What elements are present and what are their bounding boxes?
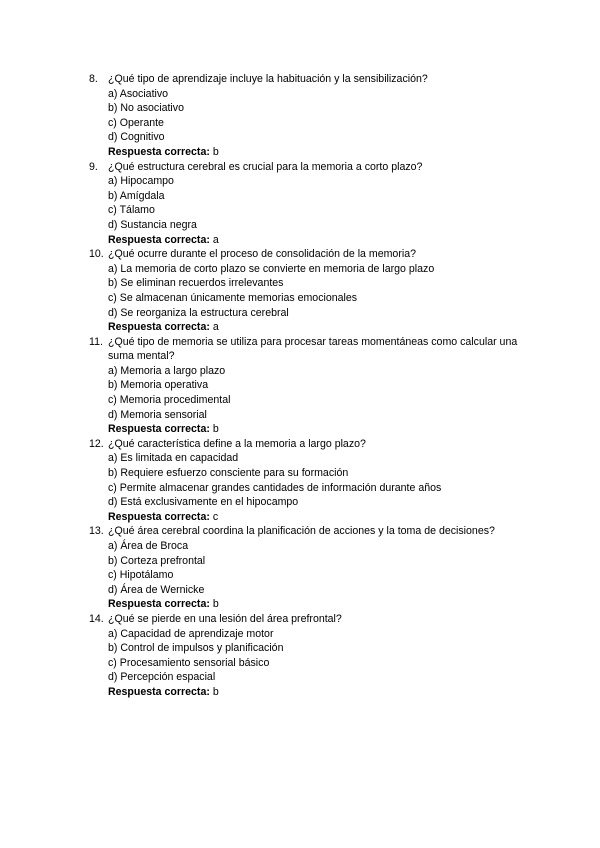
question-text: ¿Qué se pierde en una lesión del área prefrontal? [108, 612, 342, 625]
question-number: 11. [89, 335, 103, 348]
option-item: b) Amígdala [108, 189, 165, 202]
question-text: ¿Qué ocurre durante el proceso de consolidación de la memoria? [108, 248, 416, 261]
option-item: c) Se almacenan únicamente memorias emocionales [108, 291, 358, 304]
option-item: c) Permite almacenar grandes cantidades de información durante años [108, 481, 442, 494]
option-list [108, 539, 528, 597]
option-item: c) Procesamiento sensorial básico [108, 656, 270, 669]
option-item: d) Área de Wernicke [108, 583, 205, 596]
question-item [0, 72, 528, 160]
option-item: a) Hipocampo [108, 175, 174, 188]
document-page [0, 72, 600, 700]
answer-label: Respuesta correcta: [108, 233, 210, 246]
question-number: 9. [89, 160, 98, 173]
option-list [108, 364, 528, 422]
answer-line [108, 422, 528, 437]
option-list [108, 174, 528, 232]
answer-label: Respuesta correcta: [108, 145, 210, 158]
option-item: c) Operante [108, 116, 164, 129]
option-item: c) Tálamo [108, 204, 155, 217]
answer-label: Respuesta correcta: [108, 321, 210, 334]
option-list [108, 627, 528, 685]
option-list [108, 87, 528, 145]
option-item: b) Control de impulsos y planificación [108, 642, 284, 655]
option-item: a) Memoria a largo plazo [108, 364, 226, 377]
answer-value: b [212, 598, 219, 611]
question-number: 14. [89, 612, 104, 625]
option-item: b) No asociativo [108, 102, 184, 115]
option-item: a) Capacidad de aprendizaje motor [108, 627, 274, 640]
question-text: ¿Qué tipo de memoria se utiliza para procesar tareas momentáneas como calcular una suma mental? [108, 335, 518, 363]
question-number: 8. [89, 73, 98, 85]
answer-label: Respuesta correcta: [108, 685, 210, 698]
option-item: d) Está exclusivamente en el hipocampo [108, 496, 299, 509]
answer-value: b [212, 685, 219, 698]
answer-label: Respuesta correcta: [108, 423, 210, 436]
answer-value: b [212, 145, 219, 158]
option-item: d) Sustancia negra [108, 218, 197, 231]
option-item: c) Hipotálamo [108, 569, 174, 582]
option-item: a) Área de Broca [108, 540, 189, 552]
option-list [108, 262, 528, 320]
option-item: b) Corteza prefrontal [108, 554, 206, 567]
option-item: b) Memoria operativa [108, 379, 209, 392]
question-item [0, 335, 528, 437]
answer-line [108, 685, 528, 700]
question-item [0, 437, 528, 525]
answer-label: Respuesta correcta: [108, 510, 210, 523]
question-text: ¿Qué característica define a la memoria a largo plazo? [108, 437, 366, 450]
answer-label: Respuesta correcta: [108, 598, 210, 611]
question-text: ¿Qué área cerebral coordina la planificación de acciones y la toma de decisiones? [108, 525, 495, 538]
question-item [0, 524, 528, 612]
question-item [0, 612, 528, 700]
option-item: d) Cognitivo [108, 131, 165, 144]
option-item: c) Memoria procedimental [108, 394, 231, 407]
option-list [108, 451, 528, 509]
question-text: ¿Qué tipo de aprendizaje incluye la habituación y la sensibilización? [108, 73, 428, 85]
question-item [0, 247, 528, 335]
answer-value: c [212, 510, 219, 523]
answer-value: a [212, 321, 219, 334]
answer-line [108, 510, 528, 525]
option-item: d) Percepción espacial [108, 671, 216, 684]
question-number: 13. [89, 525, 104, 538]
answer-line [108, 233, 528, 248]
answer-line [108, 597, 528, 612]
option-item: a) Asociativo [108, 87, 169, 100]
answer-value: b [212, 423, 219, 436]
answer-value: a [212, 233, 219, 246]
answer-line [108, 145, 528, 160]
option-item: a) Es limitada en capacidad [108, 452, 239, 465]
option-item: a) La memoria de corto plazo se convierte en memoria de largo plazo [108, 262, 435, 275]
question-text: ¿Qué estructura cerebral es crucial para la memoria a corto plazo? [108, 160, 423, 173]
option-item: b) Se eliminan recuerdos irrelevantes [108, 277, 284, 290]
question-number: 12. [89, 437, 104, 450]
question-item [0, 160, 528, 248]
question-number: 10. [89, 248, 104, 261]
option-item: d) Se reorganiza la estructura cerebral [108, 306, 289, 319]
answer-line [108, 320, 528, 335]
option-item: b) Requiere esfuerzo consciente para su formación [108, 467, 349, 480]
option-item: d) Memoria sensorial [108, 408, 207, 421]
